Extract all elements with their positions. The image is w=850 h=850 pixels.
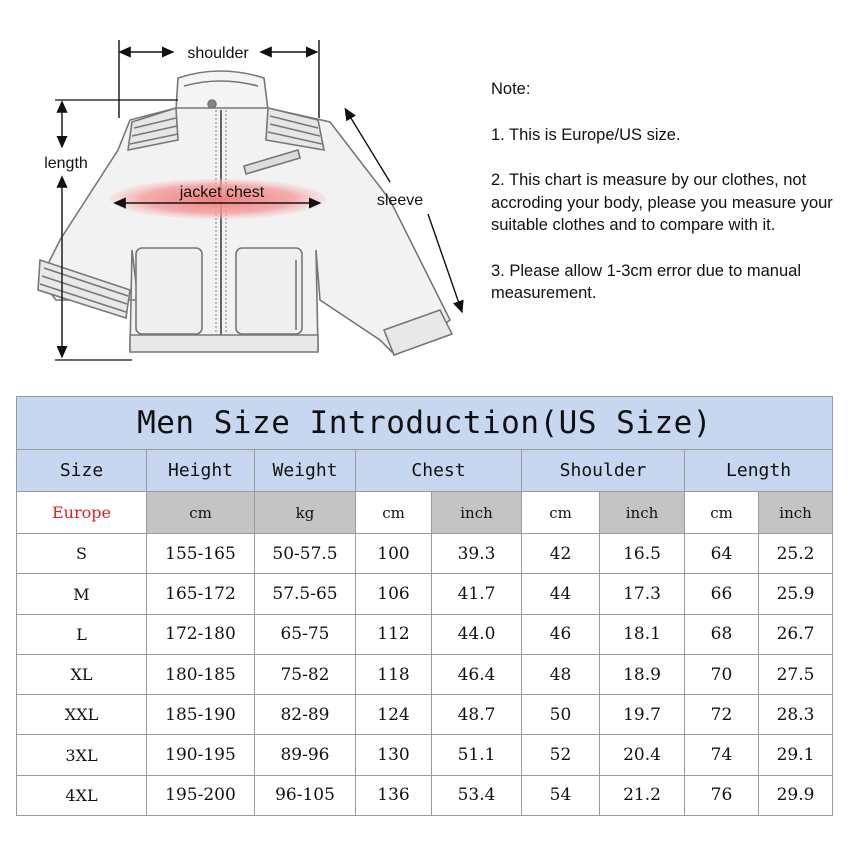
cell-weight: 50-57.5 (255, 534, 356, 574)
cell-weight: 57.5-65 (255, 574, 356, 614)
cell-shoulder-inch: 21.2 (600, 775, 685, 815)
cell-chest-cm: 112 (356, 614, 432, 654)
header-length: Length (685, 449, 833, 491)
shoulder-label: shoulder (187, 45, 249, 62)
cell-length-inch: 27.5 (759, 654, 833, 694)
note-item-3: 3. Please allow 1-3cm error due to manual measurement. (491, 261, 801, 302)
table-row (17, 654, 833, 694)
cell-length-cm: 72 (685, 695, 759, 735)
unit-length-cm: cm (685, 491, 759, 533)
cell-chest-cm: 106 (356, 574, 432, 614)
cell-weight: 89-96 (255, 735, 356, 775)
unit-weight: kg (255, 491, 356, 533)
cell-height: 190-195 (147, 735, 255, 775)
cell-size: L (17, 614, 147, 654)
note-block (491, 78, 841, 328)
cell-chest-cm: 136 (356, 775, 432, 815)
cell-shoulder-cm: 50 (522, 695, 600, 735)
table-row (17, 695, 833, 735)
length-label: length (44, 155, 88, 172)
cell-chest-inch: 51.1 (432, 735, 522, 775)
unit-chest-cm: cm (356, 491, 432, 533)
cell-shoulder-inch: 16.5 (600, 534, 685, 574)
cell-chest-inch: 46.4 (432, 654, 522, 694)
unit-shoulder-cm: cm (522, 491, 600, 533)
cell-shoulder-inch: 19.7 (600, 695, 685, 735)
cell-weight: 82-89 (255, 695, 356, 735)
header-size: Size (17, 449, 147, 491)
cell-length-cm: 68 (685, 614, 759, 654)
cell-chest-inch: 44.0 (432, 614, 522, 654)
unit-region: Europe (17, 491, 147, 533)
jacket-chest-label: jacket chest (179, 184, 265, 201)
cell-size: XXL (17, 695, 147, 735)
cell-chest-inch: 53.4 (432, 775, 522, 815)
cell-size: 4XL (17, 775, 147, 815)
table-title: Men Size Introduction(US Size) (17, 397, 833, 450)
unit-shoulder-inch: inch (600, 491, 685, 533)
cell-chest-cm: 130 (356, 735, 432, 775)
cell-length-inch: 25.9 (759, 574, 833, 614)
cell-chest-inch: 41.7 (432, 574, 522, 614)
cell-length-inch: 29.1 (759, 735, 833, 775)
cell-shoulder-inch: 17.3 (600, 574, 685, 614)
header-weight: Weight (255, 449, 356, 491)
sleeve-label: sleeve (376, 192, 424, 209)
cell-size: 3XL (17, 735, 147, 775)
note-title: Note: (491, 80, 531, 98)
header-height: Height (147, 449, 255, 491)
unit-chest-inch: inch (432, 491, 522, 533)
cell-height: 185-190 (147, 695, 255, 735)
cell-length-cm: 66 (685, 574, 759, 614)
cell-length-cm: 74 (685, 735, 759, 775)
cell-height: 165-172 (147, 574, 255, 614)
cell-shoulder-inch: 20.4 (600, 735, 685, 775)
cell-length-cm: 70 (685, 654, 759, 694)
cell-length-inch: 28.3 (759, 695, 833, 735)
cell-shoulder-cm: 52 (522, 735, 600, 775)
cell-chest-inch: 48.7 (432, 695, 522, 735)
cell-weight: 65-75 (255, 614, 356, 654)
header-chest: Chest (356, 449, 522, 491)
cell-shoulder-inch: 18.1 (600, 614, 685, 654)
cell-size: M (17, 574, 147, 614)
cell-height: 155-165 (147, 534, 255, 574)
table-row (17, 574, 833, 614)
cell-shoulder-cm: 48 (522, 654, 600, 694)
cell-chest-cm: 124 (356, 695, 432, 735)
note-item-2: 2. This chart is measure by our clothes, not accroding your body, please you measure your suitable clothes and to compare with it. (491, 171, 833, 234)
cell-length-cm: 64 (685, 534, 759, 574)
cell-weight: 75-82 (255, 654, 356, 694)
cell-shoulder-cm: 44 (522, 574, 600, 614)
cell-height: 172-180 (147, 614, 255, 654)
cell-chest-inch: 39.3 (432, 534, 522, 574)
cell-height: 180-185 (147, 654, 255, 694)
cell-size: XL (17, 654, 147, 694)
cell-weight: 96-105 (255, 775, 356, 815)
header-shoulder: Shoulder (522, 449, 685, 491)
note-item-1: 1. This is Europe/US size. (491, 125, 681, 144)
cell-shoulder-cm: 46 (522, 614, 600, 654)
cell-length-inch: 26.7 (759, 614, 833, 654)
unit-height: cm (147, 491, 255, 533)
table-row (17, 775, 833, 815)
unit-length-inch: inch (759, 491, 833, 533)
cell-chest-cm: 100 (356, 534, 432, 574)
cell-shoulder-inch: 18.9 (600, 654, 685, 694)
cell-length-inch: 25.2 (759, 534, 833, 574)
cell-size: S (17, 534, 147, 574)
cell-length-cm: 76 (685, 775, 759, 815)
table-row (17, 614, 833, 654)
cell-height: 195-200 (147, 775, 255, 815)
table-row (17, 735, 833, 775)
cell-length-inch: 29.9 (759, 775, 833, 815)
table-row (17, 534, 833, 574)
size-table (16, 396, 833, 816)
cell-shoulder-cm: 54 (522, 775, 600, 815)
cell-shoulder-cm: 42 (522, 534, 600, 574)
cell-chest-cm: 118 (356, 654, 432, 694)
